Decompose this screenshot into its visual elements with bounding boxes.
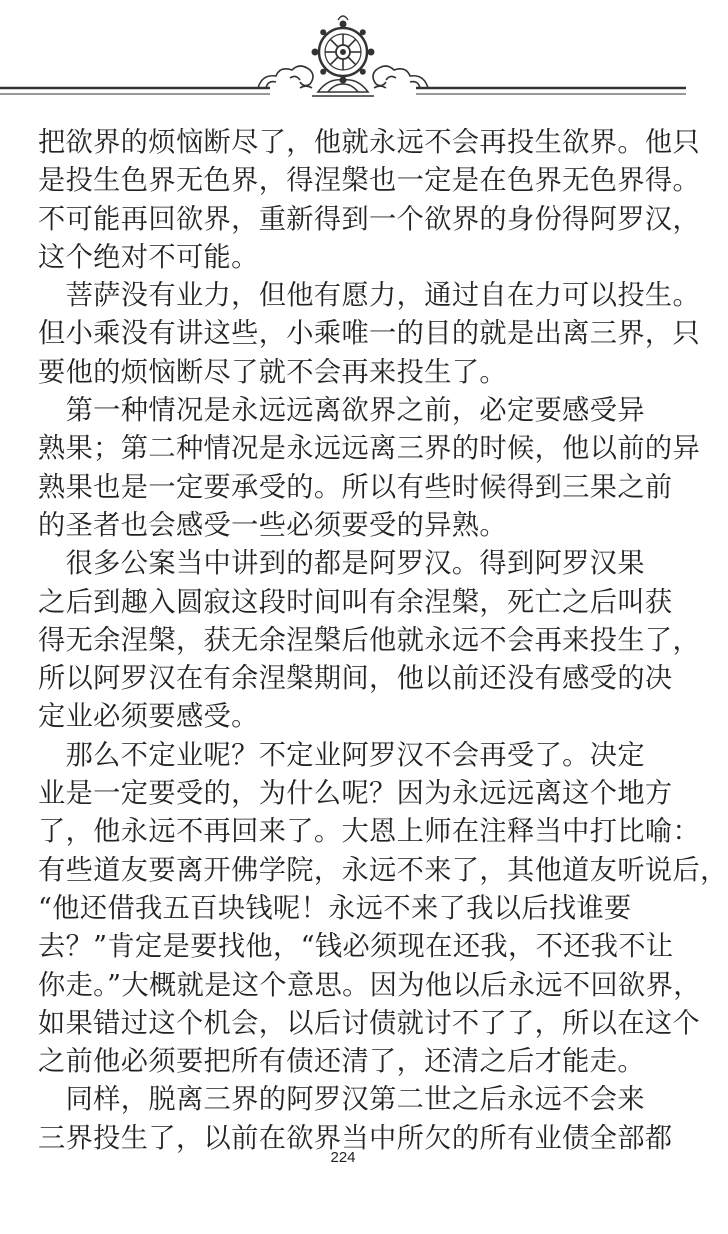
header-ornament [0,0,686,110]
text-line: 这个绝对不可能。 [38,241,259,273]
text-line: 之后到趣入圆寂这段时间叫有余涅槃，死亡之后叫获 [38,586,673,618]
text-line: 同样，脱离三界的阿罗汉第二世之后永远不会来 [38,1084,645,1116]
text-line: 那么不定业呢？不定业阿罗汉不会再受了。决定 [38,739,645,771]
page-header [0,0,686,110]
text-line: 有些道友要离开佛学院，永远不来了，其他道友听说后， [38,854,728,886]
body-text [38,124,728,1158]
cloud-right-icon [373,66,428,88]
text-line: 菩萨没有业力，但他有愿力，通过自在力可以投生。 [38,280,701,312]
text-line: 熟果；第二种情况是永远远离三界的时候，他以前的异 [38,433,701,465]
dharma-wheel-icon [312,16,375,84]
text-line: “他还借我五百块钱呢！永远不来了我以后找谁要 [38,892,632,924]
text-line: 你走。”大概就是这个意思。因为他以后永远不回欲界， [38,969,701,1001]
text-line: 很多公案当中讲到的都是阿罗汉。得到阿罗汉果 [38,548,645,580]
text-line: 熟果也是一定要承受的。所以有些时候得到三果之前 [38,471,673,503]
text-line: 业是一定要受的，为什么呢？因为永远远离这个地方 [38,778,673,810]
text-line: 得无余涅槃，获无余涅槃后他就永远不会再来投生了， [38,624,701,656]
text-line: 了，他永远不再回来了。大恩上师在注释当中打比喻： [38,816,701,848]
text-line: 三界投生了，以前在欲界当中所欠的所有业债全部都 [38,1122,673,1154]
text-line: 之前他必须要把所有债还清了，还清之后才能走。 [38,1046,645,1078]
text-line: 但小乘没有讲这些，小乘唯一的目的就是出离三界，只 [38,318,701,350]
text-line: 如果错过这个机会，以后讨债就讨不了了，所以在这个 [38,1007,701,1039]
text-line: 是投生色界无色界，得涅槃也一定是在色界无色界得。 [38,165,701,197]
cloud-left-icon [258,66,313,88]
text-line: 第一种情况是永远远离欲界之前，必定要感受异 [38,395,645,427]
text-line: 定业必须要感受。 [38,701,259,733]
text-line: 把欲界的烦恼断尽了，他就永远不会再投生欲界。他只 [38,127,701,158]
text-line: 的圣者也会感受一些必须要受的异熟。 [38,509,507,541]
text-line: 去？”肯定是要找他，“钱必须现在还我，不还我不让 [38,931,674,963]
text-line: 不可能再回欲界，重新得到一个欲界的身份得阿罗汉， [38,203,701,235]
text-line: 要他的烦恼断尽了就不会再来投生了。 [38,356,507,388]
page-number: 224 [330,1149,356,1166]
text-line: 所以阿罗汉在有余涅槃期间，他以前还没有感受的决 [38,663,673,695]
